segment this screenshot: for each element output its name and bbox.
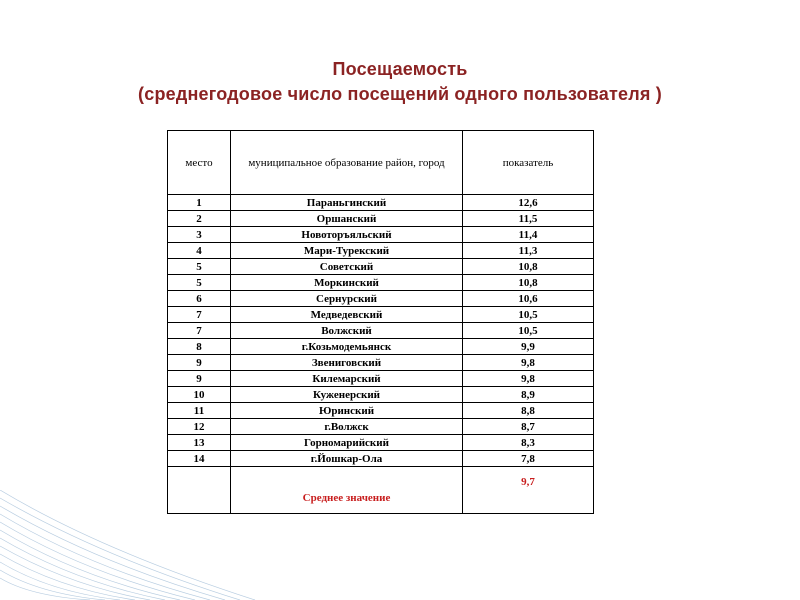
row-value: 12,6 <box>463 195 594 211</box>
table-row <box>168 275 594 291</box>
row-value: 8,9 <box>463 387 594 403</box>
row-place: 11 <box>168 403 231 419</box>
table-header-row <box>168 131 594 195</box>
row-value: 8,3 <box>463 435 594 451</box>
row-municipality: Медведевский <box>231 307 463 323</box>
table-row <box>168 451 594 467</box>
table-row <box>168 355 594 371</box>
row-municipality: Юринский <box>231 403 463 419</box>
row-municipality: г.Йошкар-Ола <box>231 451 463 467</box>
row-place: 10 <box>168 387 231 403</box>
header-indicator: показатель <box>463 131 594 195</box>
average-place-cell <box>168 467 231 514</box>
row-value: 10,6 <box>463 291 594 307</box>
header-municipality: муниципальное образование район, город <box>231 131 463 195</box>
row-place: 7 <box>168 307 231 323</box>
average-row <box>168 467 594 514</box>
row-place: 5 <box>168 259 231 275</box>
header-place: место <box>168 131 231 195</box>
row-municipality: Сернурский <box>231 291 463 307</box>
table-row <box>168 195 594 211</box>
table-row <box>168 243 594 259</box>
row-place: 9 <box>168 371 231 387</box>
row-value: 10,5 <box>463 307 594 323</box>
table-row <box>168 403 594 419</box>
row-municipality: Килемарский <box>231 371 463 387</box>
average-value: 9,7 <box>463 467 594 514</box>
row-municipality: Советский <box>231 259 463 275</box>
row-place: 8 <box>168 339 231 355</box>
row-municipality: Новоторъяльский <box>231 227 463 243</box>
row-municipality: Волжский <box>231 323 463 339</box>
page-title <box>0 57 800 107</box>
row-municipality: Мари-Турекский <box>231 243 463 259</box>
table-row <box>168 339 594 355</box>
row-place: 7 <box>168 323 231 339</box>
row-value: 8,7 <box>463 419 594 435</box>
row-value: 11,3 <box>463 243 594 259</box>
row-value: 8,8 <box>463 403 594 419</box>
row-place: 13 <box>168 435 231 451</box>
row-municipality: Моркинский <box>231 275 463 291</box>
row-value: 11,4 <box>463 227 594 243</box>
row-place: 6 <box>168 291 231 307</box>
row-municipality: г.Козьмодемьянск <box>231 339 463 355</box>
table-row <box>168 387 594 403</box>
row-value: 10,5 <box>463 323 594 339</box>
table-row <box>168 211 594 227</box>
row-municipality: Куженерский <box>231 387 463 403</box>
row-place: 5 <box>168 275 231 291</box>
row-place: 2 <box>168 211 231 227</box>
row-municipality: г.Волжск <box>231 419 463 435</box>
row-municipality: Горномарийский <box>231 435 463 451</box>
row-value: 11,5 <box>463 211 594 227</box>
row-value: 9,9 <box>463 339 594 355</box>
row-value: 9,8 <box>463 355 594 371</box>
title-line-2: (среднегодовое число посещений одного пользователя ) <box>138 84 662 104</box>
row-municipality: Звениговский <box>231 355 463 371</box>
row-place: 12 <box>168 419 231 435</box>
table-row <box>168 419 594 435</box>
row-municipality: Параньгинский <box>231 195 463 211</box>
attendance-table <box>167 130 594 514</box>
row-place: 4 <box>168 243 231 259</box>
row-value: 7,8 <box>463 451 594 467</box>
row-place: 3 <box>168 227 231 243</box>
row-place: 14 <box>168 451 231 467</box>
average-label: Среднее значение <box>231 467 463 514</box>
table-row <box>168 323 594 339</box>
row-place: 9 <box>168 355 231 371</box>
table-row <box>168 227 594 243</box>
row-place: 1 <box>168 195 231 211</box>
title-line-1: Посещаемость <box>332 59 468 79</box>
row-value: 10,8 <box>463 259 594 275</box>
table-row <box>168 371 594 387</box>
table-row <box>168 307 594 323</box>
table-row <box>168 259 594 275</box>
table-row <box>168 291 594 307</box>
table-row <box>168 435 594 451</box>
row-value: 9,8 <box>463 371 594 387</box>
row-municipality: Оршанский <box>231 211 463 227</box>
row-value: 10,8 <box>463 275 594 291</box>
